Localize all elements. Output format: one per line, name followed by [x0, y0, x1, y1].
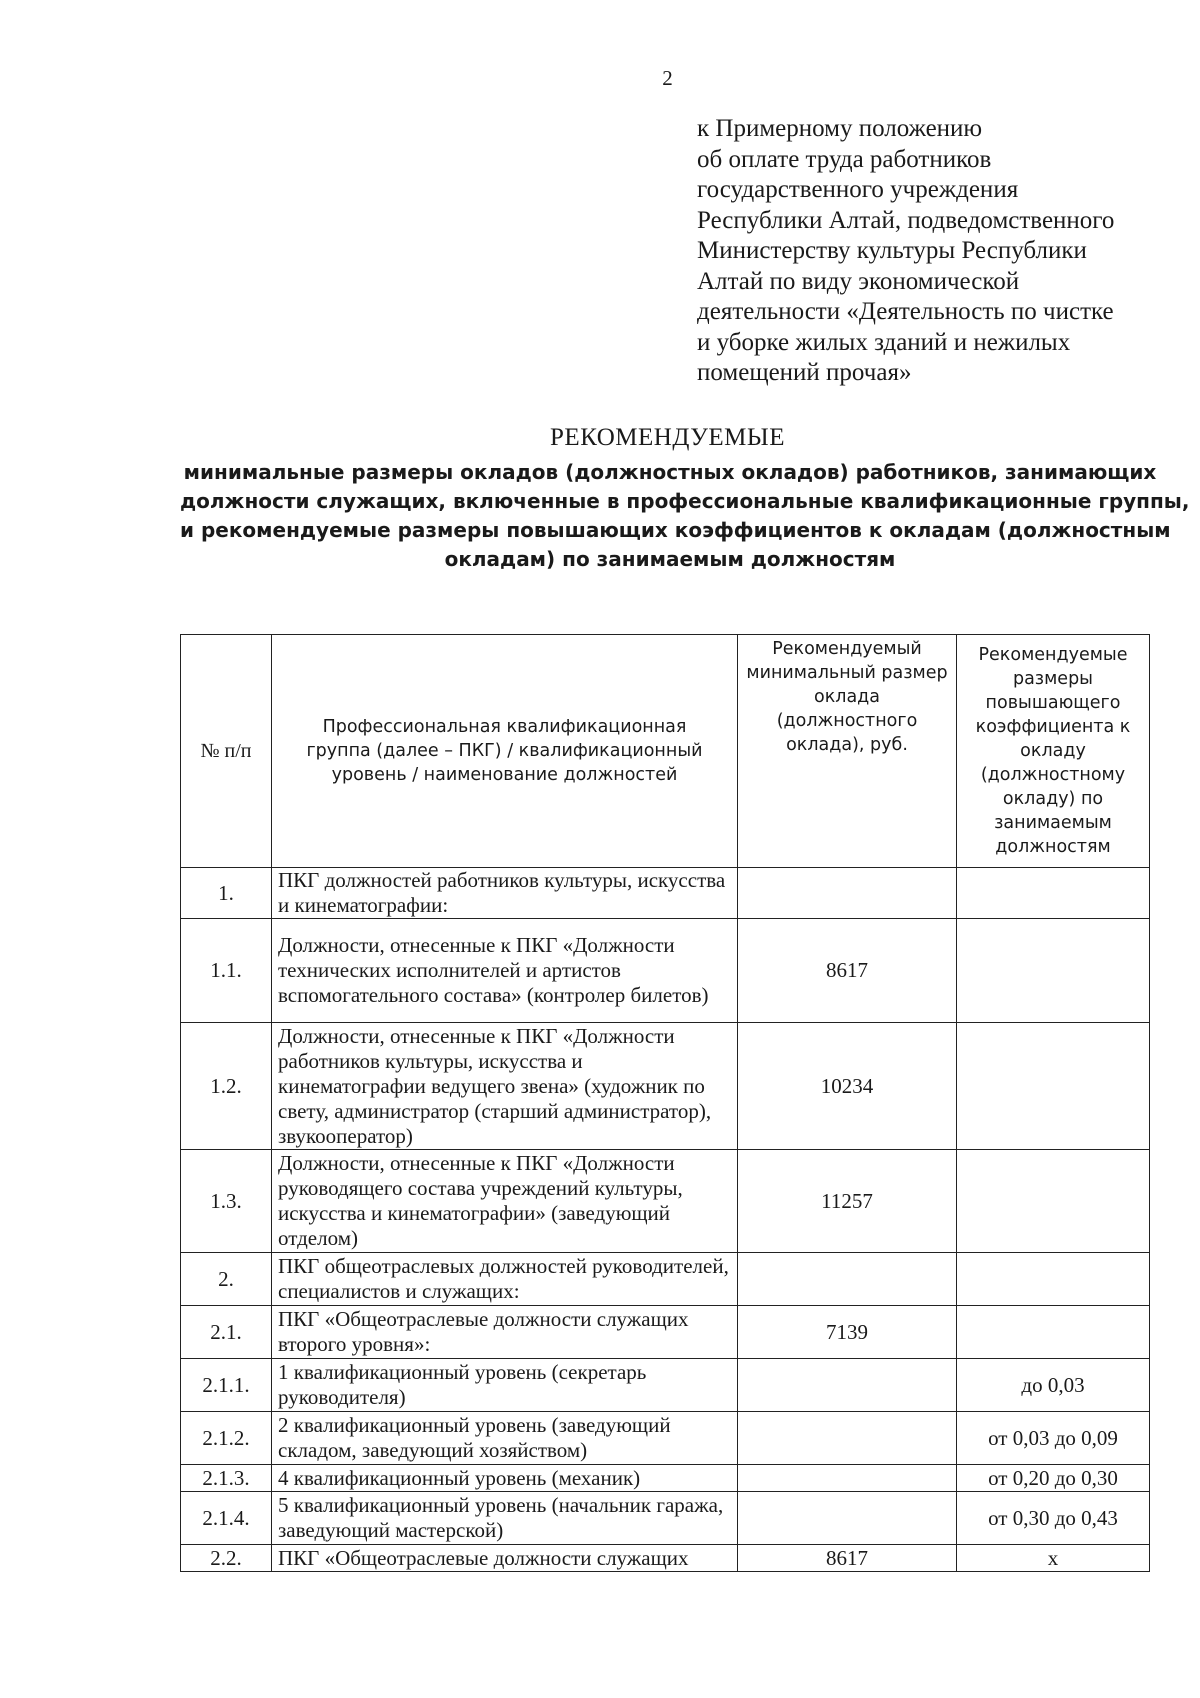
table-row	[181, 1023, 1150, 1150]
row-num: 2.1.4.	[181, 1492, 272, 1545]
row-salary: 7139	[738, 1306, 957, 1359]
row-coef	[957, 1150, 1150, 1253]
table-row	[181, 1492, 1150, 1545]
row-name: ПКГ «Общеотраслевые должности служащих второго уровня»:	[272, 1306, 738, 1359]
row-num: 2.1.	[181, 1306, 272, 1359]
row-num: 2.1.1.	[181, 1359, 272, 1412]
row-coef: х	[957, 1545, 1150, 1572]
row-salary: 8617	[738, 1545, 957, 1572]
row-coef	[957, 919, 1150, 1023]
row-name: ПКГ должностей работников культуры, искусства и кинематографии:	[272, 868, 738, 919]
row-num: 1.	[181, 868, 272, 919]
subtitle-line: и рекомендуемые размеры повышающих коэффициентов к окладам (должностным	[180, 518, 1171, 542]
row-num: 1.3.	[181, 1150, 272, 1253]
row-salary	[738, 1465, 957, 1492]
header-num: № п/п	[181, 635, 272, 868]
row-salary: 10234	[738, 1023, 957, 1150]
row-coef	[957, 868, 1150, 919]
salary-table	[180, 634, 1150, 1572]
row-coef	[957, 1023, 1150, 1150]
row-name: 2 квалификационный уровень (заведующий складом, заведующий хозяйством)	[272, 1412, 738, 1465]
header-coef: Рекомендуемые размеры повышающего коэффициента к окладу (должностному окладу) по занимаемым должностям	[957, 635, 1150, 868]
appendix-line: и уборке жилых зданий и нежилых	[697, 328, 1071, 356]
appendix-line: деятельности «Деятельность по чистке	[697, 298, 1114, 325]
appendix-line: об оплате труда работников	[697, 145, 992, 173]
appendix-line: Алтай по виду экономической	[697, 267, 1020, 295]
row-coef: от 0,20 до 0,30	[957, 1465, 1150, 1492]
row-salary	[738, 868, 957, 919]
row-num: 2.1.3.	[181, 1465, 272, 1492]
subtitle-line: окладам) по занимаемым должностям	[444, 547, 896, 571]
row-salary	[738, 1253, 957, 1306]
table-row	[181, 1412, 1150, 1465]
row-coef	[957, 1253, 1150, 1306]
table-row	[181, 1306, 1150, 1359]
appendix-line: государственного учреждения	[697, 176, 1019, 203]
row-num: 1.1.	[181, 919, 272, 1023]
table-row	[181, 868, 1150, 919]
row-name: Должности, отнесенные к ПКГ «Должности технических исполнителей и артистов вспомогательного состава» (контролер билетов)	[272, 919, 738, 1023]
row-name: ПКГ общеотраслевых должностей руководителей, специалистов и служащих:	[272, 1253, 738, 1306]
subtitle-line: должности служащих, включенные в профессиональные квалификационные группы,	[180, 489, 1190, 513]
page-number: 2	[662, 66, 673, 90]
appendix-note	[697, 114, 1157, 389]
row-salary	[738, 1359, 957, 1412]
row-salary: 11257	[738, 1150, 957, 1253]
row-coef	[957, 1306, 1150, 1359]
table-row	[181, 1253, 1150, 1306]
row-name: 5 квалификационный уровень (начальник гаража, заведующий мастерской)	[272, 1492, 738, 1545]
row-coef: от 0,03 до 0,09	[957, 1412, 1150, 1465]
row-num: 2.1.2.	[181, 1412, 272, 1465]
appendix-line: к Примерному положению	[697, 115, 983, 142]
row-name: 4 квалификационный уровень (механик)	[272, 1465, 738, 1492]
row-name: 1 квалификационный уровень (секретарь руководителя)	[272, 1359, 738, 1412]
row-num: 1.2.	[181, 1023, 272, 1150]
table-header-row	[181, 635, 1150, 868]
row-coef: от 0,30 до 0,43	[957, 1492, 1150, 1545]
row-salary: 8617	[738, 919, 957, 1023]
row-salary	[738, 1412, 957, 1465]
row-num: 2.2.	[181, 1545, 272, 1572]
appendix-line: Республики Алтай, подведомственного	[697, 206, 1115, 234]
header-name: Профессиональная квалификационная группа (далее – ПКГ) / квалификационный уровень / наименование должностей	[272, 635, 738, 868]
subtitle-line: минимальные размеры окладов (должностных окладов) работников, занимающих	[183, 460, 1157, 484]
row-salary	[738, 1492, 957, 1545]
row-num: 2.	[181, 1253, 272, 1306]
table-row	[181, 1545, 1150, 1572]
table-row	[181, 1150, 1150, 1253]
row-name: Должности, отнесенные к ПКГ «Должности работников культуры, искусства и кинематографии ведущего звена» (художник по свету, администратор (старший администратор), звукооператор)	[272, 1023, 738, 1150]
table-row	[181, 919, 1150, 1023]
row-name: ПКГ «Общеотраслевые должности служащих	[272, 1545, 738, 1572]
document-subtitle	[180, 458, 1190, 574]
header-salary: Рекомендуемый минимальный размер оклада (должностного оклада), руб.	[738, 635, 957, 868]
appendix-line: помещений прочая»	[697, 359, 912, 386]
row-coef: до 0,03	[957, 1359, 1150, 1412]
table-row	[181, 1359, 1150, 1412]
table-row	[181, 1465, 1150, 1492]
row-name: Должности, отнесенные к ПКГ «Должности руководящего состава учреждений культуры, искусства и кинематографии» (заведующий отделом)	[272, 1150, 738, 1253]
appendix-line: Министерству культуры Республики	[697, 237, 1087, 264]
document-title: РЕКОМЕНДУЕМЫЕ	[550, 424, 785, 451]
